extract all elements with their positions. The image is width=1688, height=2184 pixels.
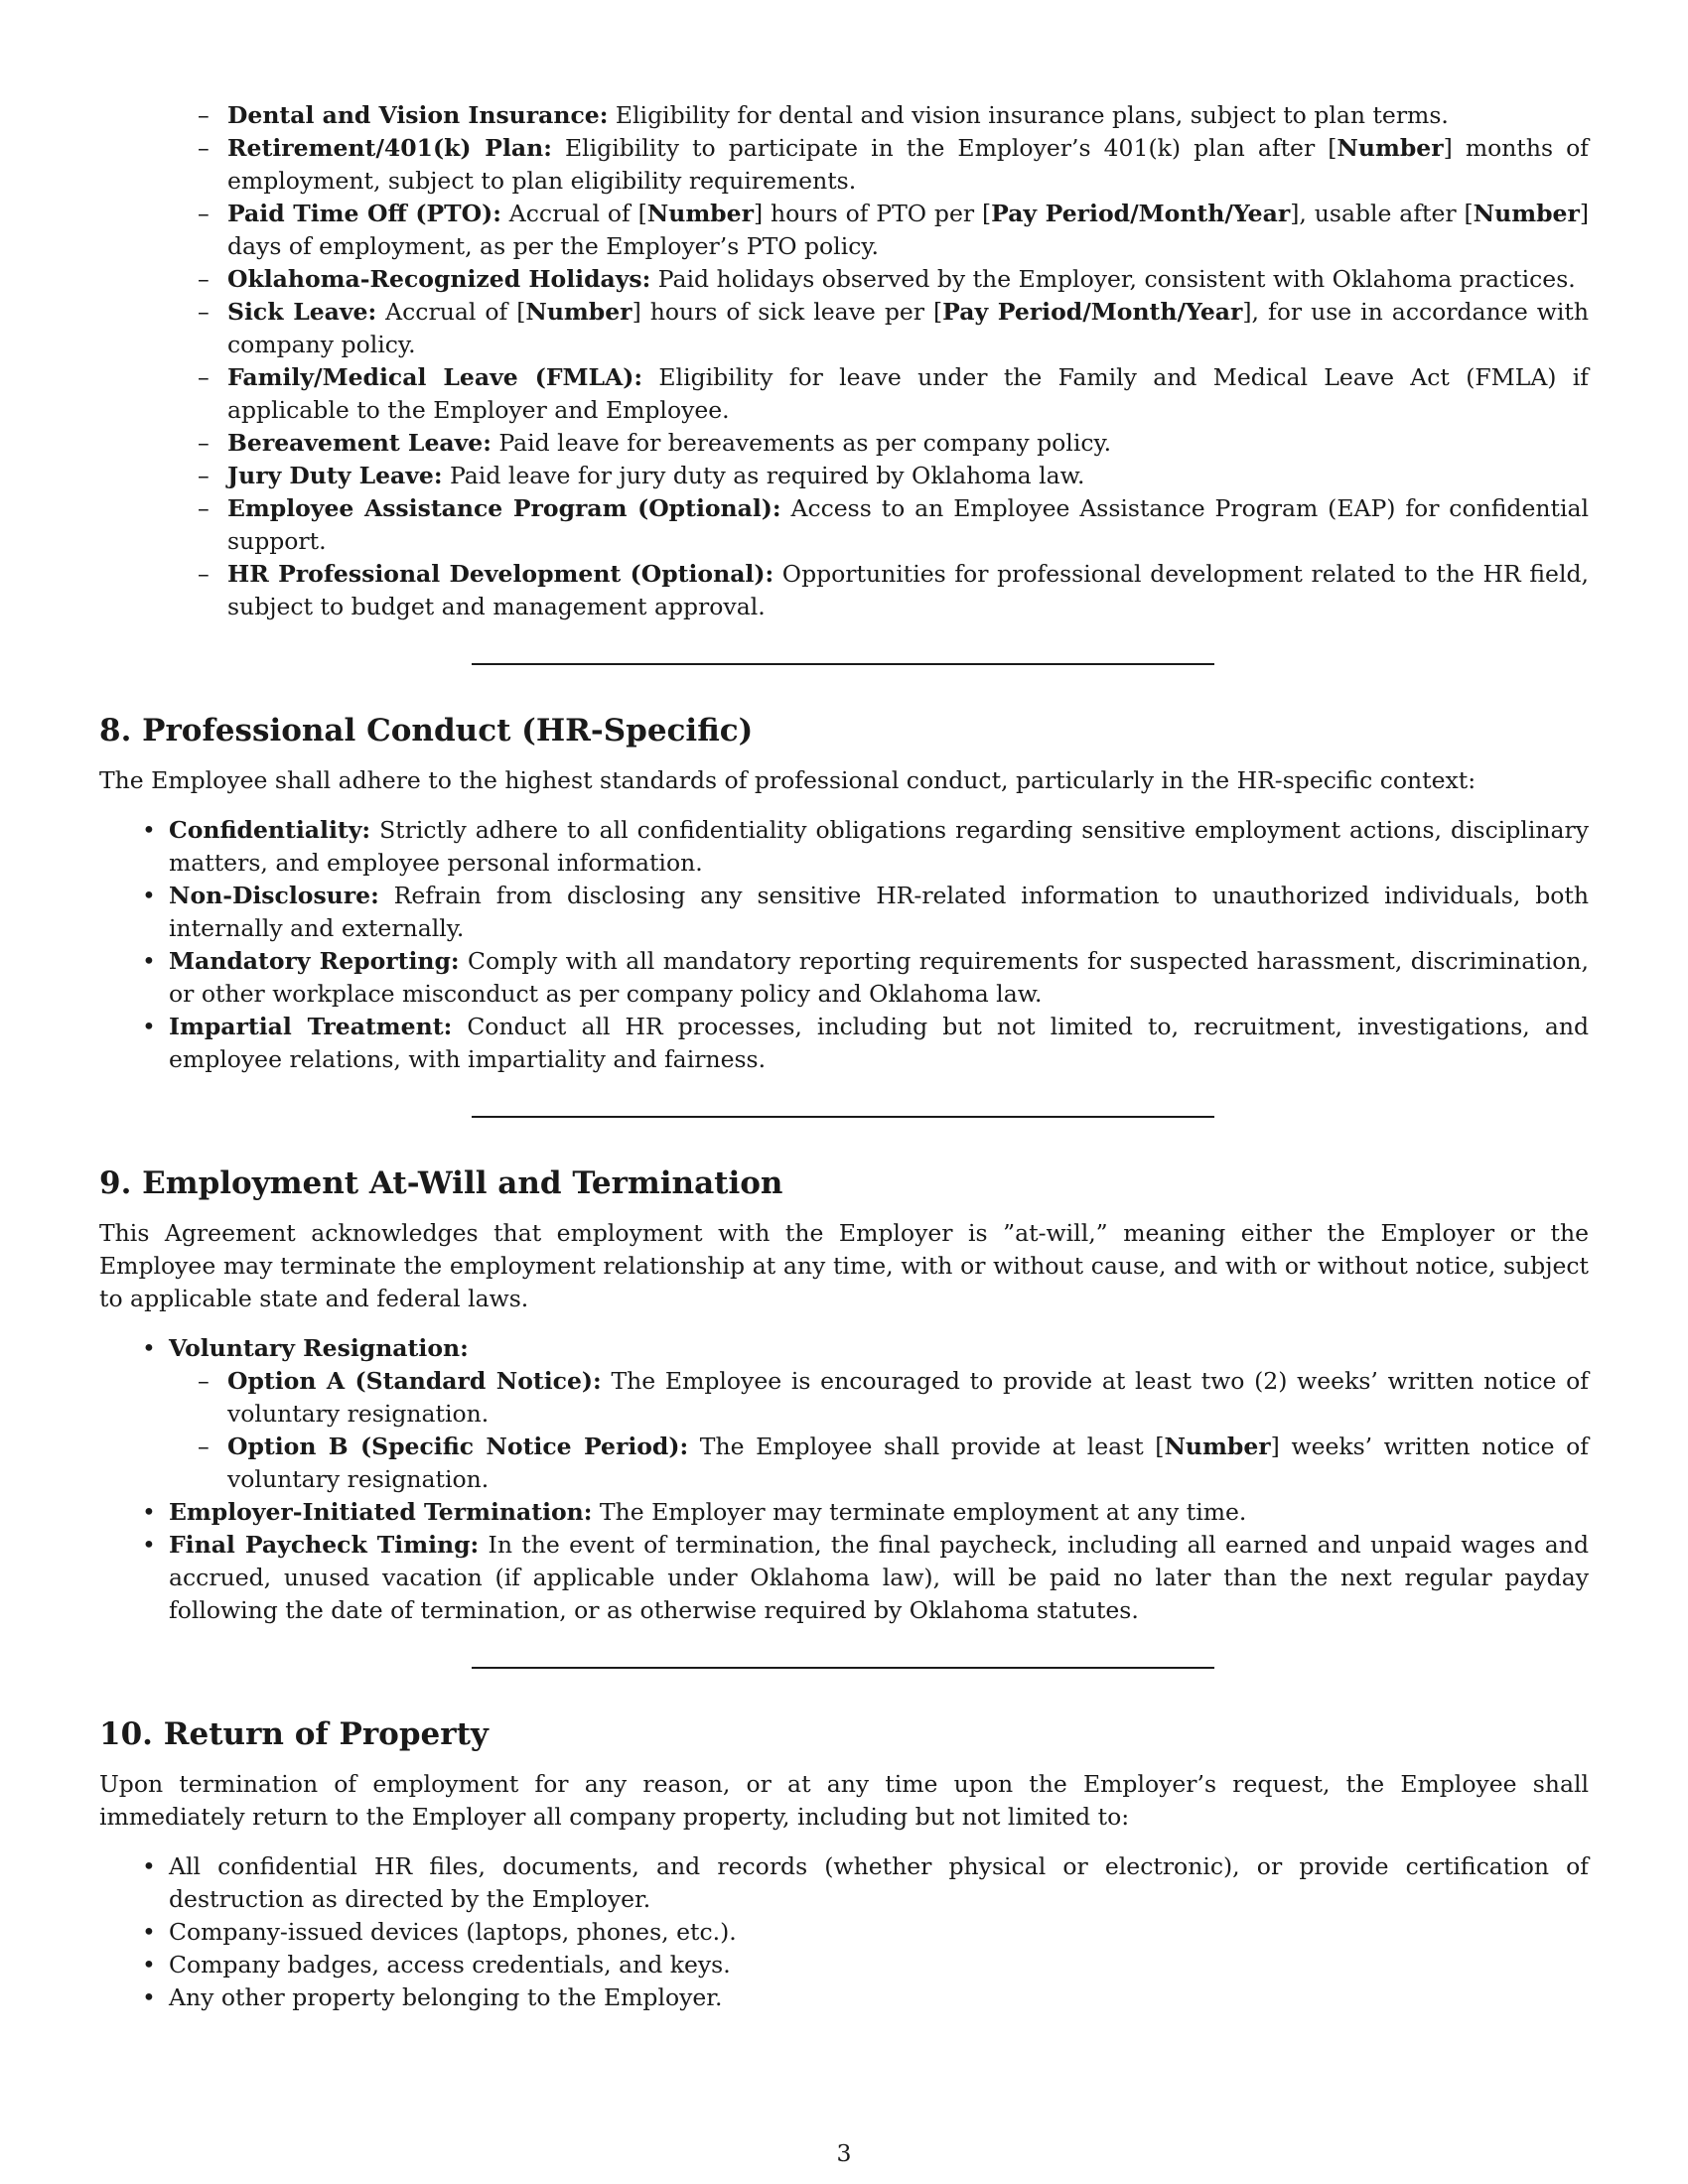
- list-item: • Mandatory Reporting: Comply with all mandatory reporting requirements for suspected harassment, discrimination, or other workplace misconduct as per company policy and Oklahoma law.: [169, 945, 1589, 1011]
- property-list: [99, 1850, 1589, 2014]
- list-item: – Bereavement Leave: Paid leave for bereavements as per company policy.: [227, 427, 1589, 460]
- list-item: • Employer-Initiated Termination: The Employer may terminate employment at any time.: [169, 1496, 1589, 1529]
- list-item: – Family/Medical Leave (FMLA): Eligibility for leave under the Family and Medical Leave Act (FMLA) if applicable to the Employer and Employee.: [227, 361, 1589, 427]
- termination-list: [99, 1332, 1589, 1627]
- conduct-list: [99, 814, 1589, 1076]
- list-item: – Sick Leave: Accrual of [Number] hours of sick leave per [Pay Period/Month/Year], for use in accordance with company policy.: [227, 296, 1589, 361]
- list-item: • Voluntary Resignation: – Option A (Standard Notice): The Employee is encouraged to provide at least two (2) weeks’ written notice of voluntary resignation. – Option B (Specific Notice Period): The Employee shall provide at least [Number] weeks’ written notice of voluntary resignation.: [169, 1332, 1589, 1496]
- list-item: – Employee Assistance Program (Optional): Access to an Employee Assistance Program (EAP) for confidential support.: [227, 492, 1589, 558]
- list-item: – Paid Time Off (PTO): Accrual of [Number] hours of PTO per [Pay Period/Month/Year], usable after [Number] days of employment, as per the Employer’s PTO policy.: [227, 198, 1589, 263]
- list-item: – Option A (Standard Notice): The Employee is encouraged to provide at least two (2) weeks’ written notice of voluntary resignation.: [227, 1365, 1589, 1431]
- section-9-intro: This Agreement acknowledges that employment with the Employer is ”at-will,” meaning either the Employer or the Employee may terminate the employment relationship at any time, with or without cause, and with or without notice, subject to applicable state and federal laws.: [99, 1219, 1589, 1312]
- list-item: • Final Paycheck Timing: In the event of termination, the final paycheck, including all earned and unpaid wages and accrued, unused vacation (if applicable under Oklahoma law), will be paid no later than the next regular payday following the date of termination, or as otherwise required by Oklahoma statutes.: [169, 1529, 1589, 1627]
- section-8-intro: The Employee shall adhere to the highest standards of professional conduct, particularly in the HR-specific context:: [99, 766, 1477, 794]
- list-item: • Any other property belonging to the Employer.: [169, 1981, 1589, 2014]
- list-item: • Confidentiality: Strictly adhere to all confidentiality obligations regarding sensitive employment actions, disciplinary matters, and employee personal information.: [169, 814, 1589, 880]
- resignation-options-list: [169, 1365, 1589, 1496]
- list-item: • Non-Disclosure: Refrain from disclosing any sensitive HR-related information to unauthorized individuals, both internally and externally.: [169, 880, 1589, 945]
- list-item: • All confidential HR files, documents, and records (whether physical or electronic), or provide certification of destruction as directed by the Employer.: [169, 1850, 1589, 1916]
- list-item: • Company badges, access credentials, and keys.: [169, 1949, 1589, 1981]
- document-page: [99, 99, 1589, 2014]
- section-heading-8: 8. Professional Conduct (HR-Specific): [99, 713, 754, 749]
- section-heading-10: 10. Return of Property: [99, 1716, 489, 1752]
- section-divider: [472, 1116, 1214, 1118]
- list-item: – Option B (Specific Notice Period): The Employee shall provide at least [Number] weeks’ written notice of voluntary resignation.: [227, 1431, 1589, 1496]
- page-number: 3: [836, 2139, 852, 2167]
- list-item: – Jury Duty Leave: Paid leave for jury duty as required by Oklahoma law.: [227, 460, 1589, 492]
- list-item: – Oklahoma-Recognized Holidays: Paid holidays observed by the Employer, consistent with Oklahoma practices.: [227, 263, 1589, 296]
- list-item: – Dental and Vision Insurance: Eligibility for dental and vision insurance plans, subject to plan terms.: [227, 99, 1589, 132]
- benefits-list: [99, 99, 1589, 623]
- list-item: – HR Professional Development (Optional): Opportunities for professional development related to the HR field, subject to budget and management approval.: [227, 558, 1589, 623]
- section-10-intro: Upon termination of employment for any reason, or at any time upon the Employer’s request, the Employee shall immediately return to the Employer all company property, including but not limited to:: [99, 1770, 1589, 1831]
- list-item: • Company-issued devices (laptops, phones, etc.).: [169, 1916, 1589, 1949]
- list-item: • Impartial Treatment: Conduct all HR processes, including but not limited to, recruitment, investigations, and employee relations, with impartiality and fairness.: [169, 1011, 1589, 1076]
- section-divider: [472, 1667, 1214, 1669]
- section-heading-9: 9. Employment At-Will and Termination: [99, 1165, 783, 1201]
- section-divider: [472, 663, 1214, 665]
- list-item: – Retirement/401(k) Plan: Eligibility to participate in the Employer’s 401(k) plan after [Number] months of employment, subject to plan eligibility requirements.: [227, 132, 1589, 198]
